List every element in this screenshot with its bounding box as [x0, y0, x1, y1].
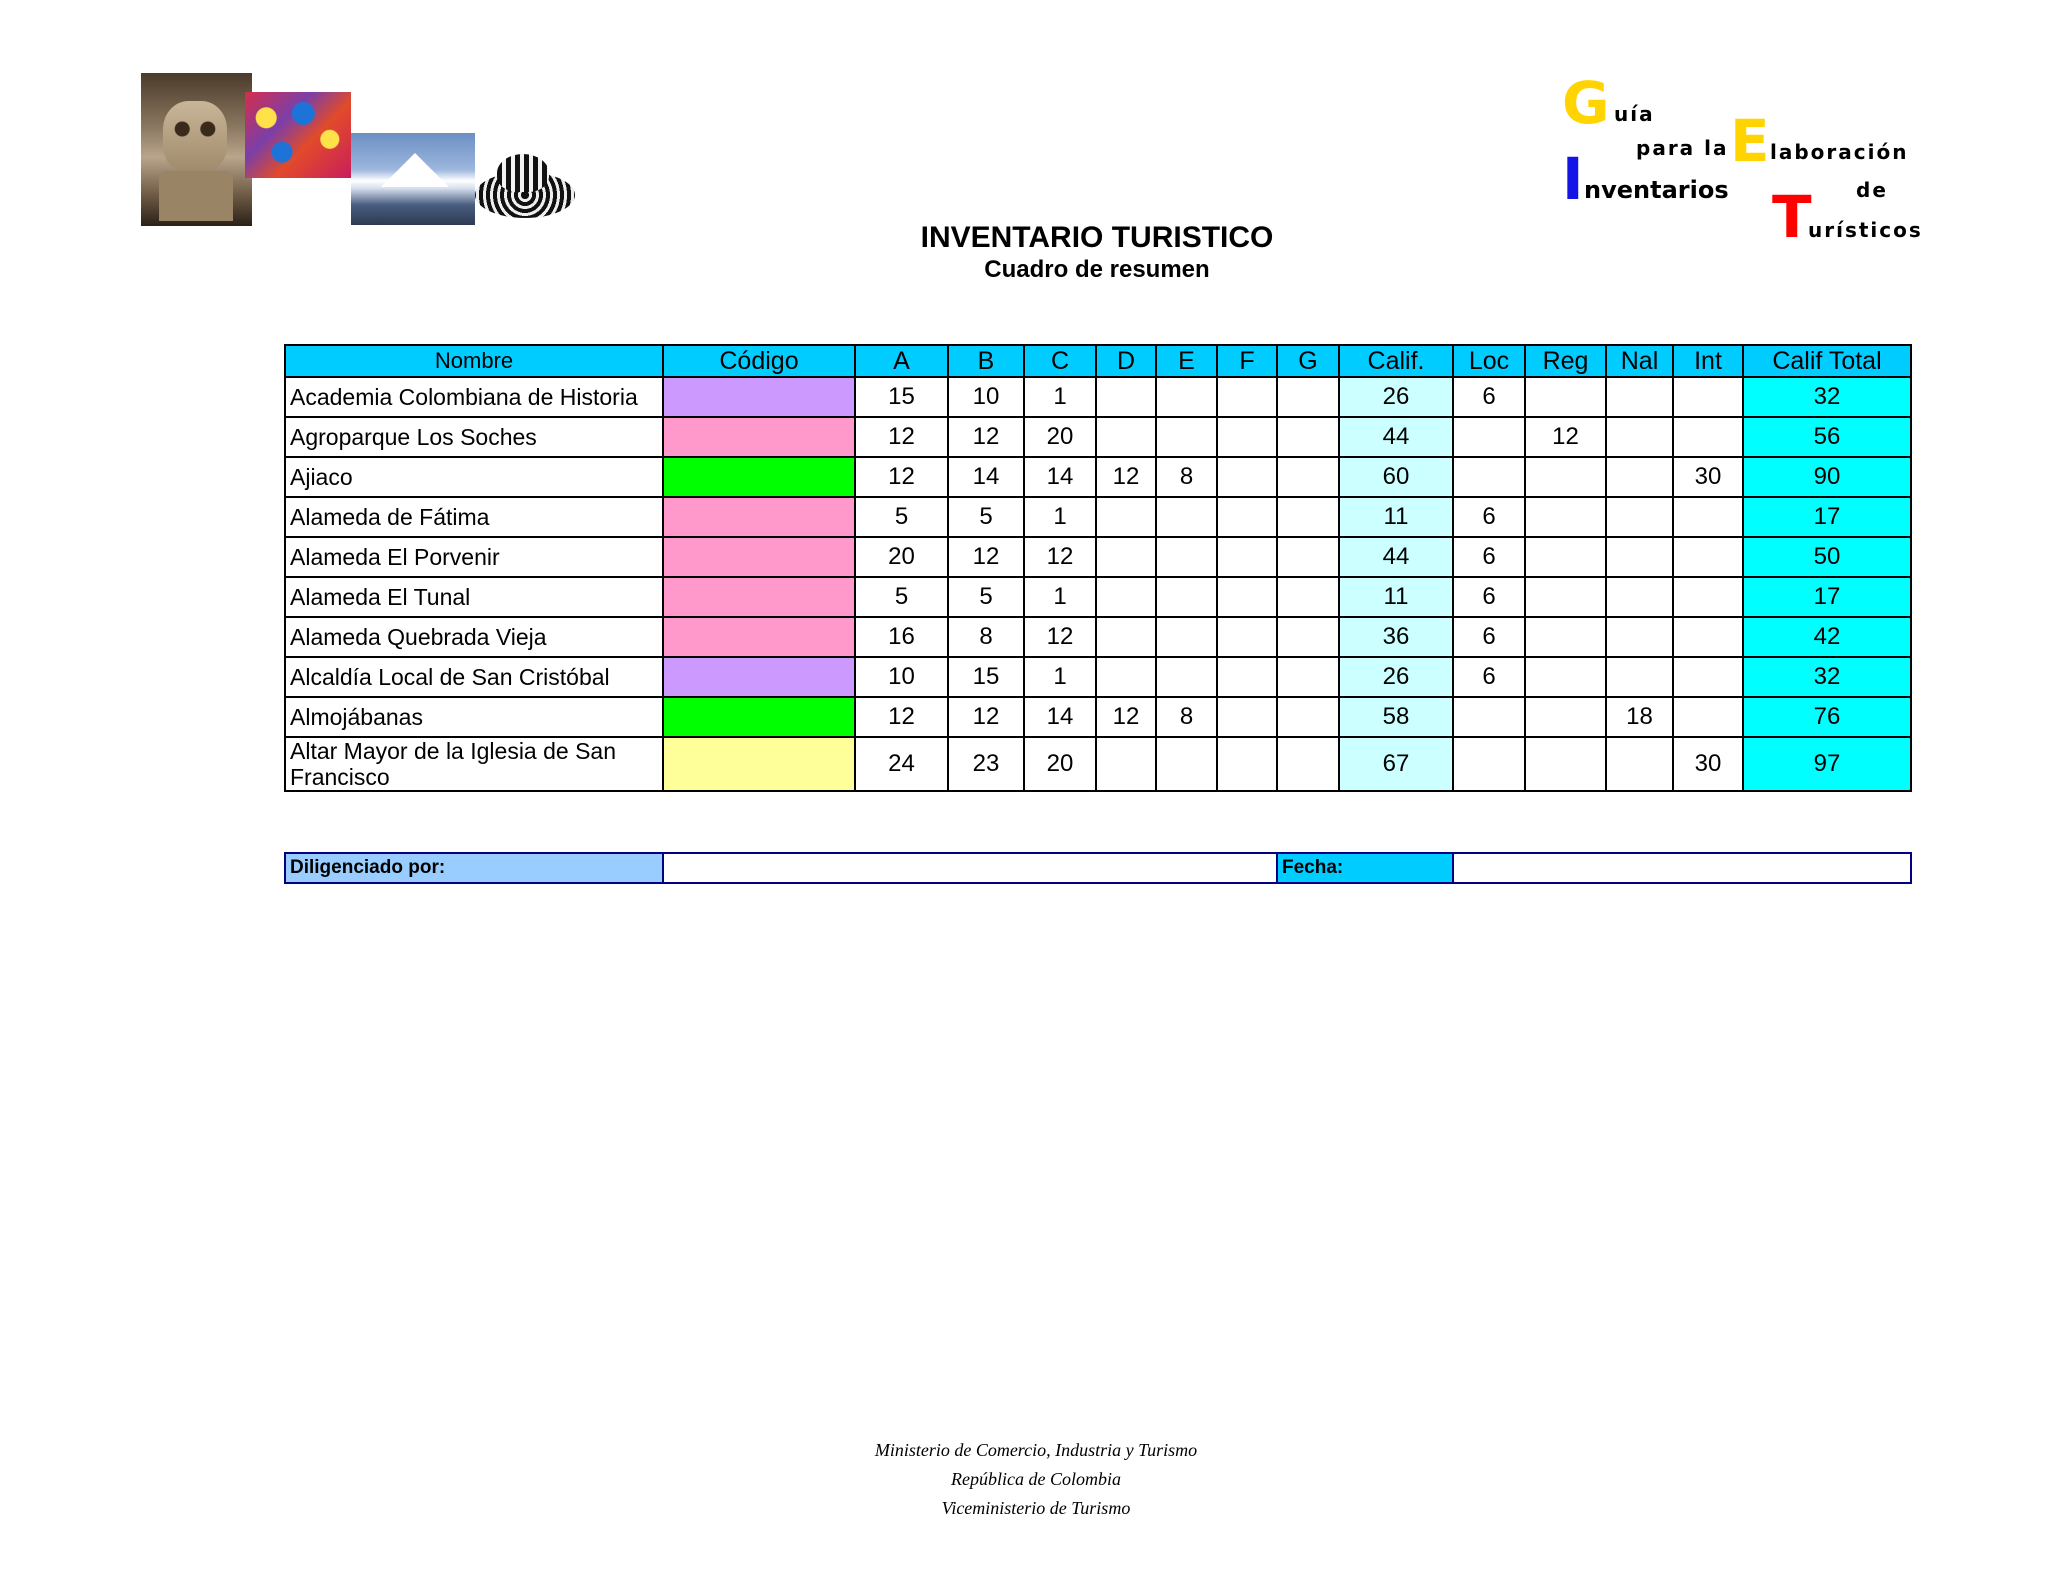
cell-int: 30 [1673, 457, 1743, 497]
cell-f [1217, 697, 1277, 737]
cell-f [1217, 657, 1277, 697]
cell-b: 15 [948, 657, 1024, 697]
cell-nombre: Almojábanas [285, 697, 663, 737]
cell-codigo-color [663, 577, 855, 617]
cell-g [1277, 457, 1339, 497]
cell-c: 1 [1024, 497, 1096, 537]
cell-d [1096, 657, 1156, 697]
cell-b: 10 [948, 377, 1024, 417]
cell-e [1156, 657, 1217, 697]
cell-f [1217, 577, 1277, 617]
table-row [285, 577, 1911, 617]
cell-nal [1606, 377, 1673, 417]
cell-codigo-color [663, 657, 855, 697]
cell-g [1277, 657, 1339, 697]
table-row [285, 697, 1911, 737]
cell-a: 5 [855, 497, 948, 537]
cell-d [1096, 737, 1156, 791]
page-subtitle: Cuadro de resumen [984, 256, 1210, 283]
table-row [285, 417, 1911, 457]
cell-calif: 44 [1339, 537, 1453, 577]
cell-reg [1525, 697, 1606, 737]
cell-loc: 6 [1453, 497, 1525, 537]
cell-int [1673, 377, 1743, 417]
signature-form [284, 852, 1912, 884]
cell-nal [1606, 537, 1673, 577]
cell-a: 12 [855, 697, 948, 737]
cell-nal [1606, 617, 1673, 657]
cell-f [1217, 457, 1277, 497]
column-header: B [948, 345, 1024, 377]
cell-calif-total: 56 [1743, 417, 1911, 457]
cell-calif-total: 32 [1743, 657, 1911, 697]
cell-reg [1525, 537, 1606, 577]
cell-c: 14 [1024, 697, 1096, 737]
cell-c: 20 [1024, 737, 1096, 791]
column-header: F [1217, 345, 1277, 377]
cell-reg: 12 [1525, 417, 1606, 457]
cell-b: 12 [948, 537, 1024, 577]
cell-int [1673, 497, 1743, 537]
cell-int: 30 [1673, 737, 1743, 791]
column-header: Calif. [1339, 345, 1453, 377]
cell-e [1156, 577, 1217, 617]
column-header: Reg [1525, 345, 1606, 377]
cell-codigo-color [663, 417, 855, 457]
cell-calif-total: 97 [1743, 737, 1911, 791]
cell-g [1277, 697, 1339, 737]
cell-e: 8 [1156, 457, 1217, 497]
fecha-field[interactable] [1453, 853, 1911, 883]
cell-d [1096, 577, 1156, 617]
cell-loc [1453, 457, 1525, 497]
table-row [285, 617, 1911, 657]
column-header: G [1277, 345, 1339, 377]
cell-int [1673, 697, 1743, 737]
cell-calif-total: 42 [1743, 617, 1911, 657]
footer-ministry: Ministerio de Comercio, Industria y Turismo [874, 1440, 1198, 1460]
cell-codigo-color [663, 737, 855, 791]
column-header: Calif Total [1743, 345, 1911, 377]
table-row [285, 537, 1911, 577]
cell-calif: 67 [1339, 737, 1453, 791]
cell-b: 5 [948, 497, 1024, 537]
cell-a: 24 [855, 737, 948, 791]
cell-reg [1525, 657, 1606, 697]
cell-e [1156, 417, 1217, 457]
cell-a: 5 [855, 577, 948, 617]
inventory-table-body [285, 377, 1911, 791]
cell-g [1277, 377, 1339, 417]
table-row [285, 497, 1911, 537]
cell-loc: 6 [1453, 617, 1525, 657]
cell-b: 5 [948, 577, 1024, 617]
cell-b: 12 [948, 697, 1024, 737]
cell-calif-total: 32 [1743, 377, 1911, 417]
cell-int [1673, 657, 1743, 697]
cell-e [1156, 737, 1217, 791]
cell-nal [1606, 417, 1673, 457]
cell-g [1277, 417, 1339, 457]
column-header: C [1024, 345, 1096, 377]
cell-int [1673, 617, 1743, 657]
cell-nombre: Academia Colombiana de Historia [285, 377, 663, 417]
cell-calif-total: 17 [1743, 497, 1911, 537]
cell-int [1673, 537, 1743, 577]
fecha-label: Fecha: [1277, 853, 1453, 883]
footer-vice-ministry: Viceministerio de Turismo [941, 1498, 1131, 1518]
column-header: Código [663, 345, 855, 377]
cell-int [1673, 577, 1743, 617]
cell-c: 14 [1024, 457, 1096, 497]
cell-nombre: Alameda El Porvenir [285, 537, 663, 577]
cell-calif: 44 [1339, 417, 1453, 457]
cell-d [1096, 537, 1156, 577]
cell-e: 8 [1156, 697, 1217, 737]
cell-codigo-color [663, 537, 855, 577]
cell-int [1673, 417, 1743, 457]
cell-calif: 11 [1339, 577, 1453, 617]
cell-f [1217, 737, 1277, 791]
column-header: Nal [1606, 345, 1673, 377]
cell-loc: 6 [1453, 657, 1525, 697]
cell-calif: 26 [1339, 657, 1453, 697]
cell-c: 1 [1024, 377, 1096, 417]
cell-loc: 6 [1453, 377, 1525, 417]
column-header: E [1156, 345, 1217, 377]
cell-d [1096, 497, 1156, 537]
column-header: A [855, 345, 948, 377]
cell-e [1156, 537, 1217, 577]
cell-calif-total: 76 [1743, 697, 1911, 737]
cell-g [1277, 497, 1339, 537]
cell-f [1217, 617, 1277, 657]
table-row [285, 377, 1911, 417]
cell-reg [1525, 617, 1606, 657]
footer-country: República de Colombia [951, 1469, 1121, 1489]
cell-b: 14 [948, 457, 1024, 497]
cell-g [1277, 737, 1339, 791]
cell-calif: 60 [1339, 457, 1453, 497]
cell-nombre: Alcaldía Local de San Cristóbal [285, 657, 663, 697]
diligenciado-field[interactable] [663, 853, 1277, 883]
cell-nal [1606, 657, 1673, 697]
cell-c: 1 [1024, 657, 1096, 697]
cell-nombre: Altar Mayor de la Iglesia de San Francisco [285, 737, 663, 791]
cell-calif: 26 [1339, 377, 1453, 417]
cell-d [1096, 377, 1156, 417]
cell-nombre: Alameda de Fátima [285, 497, 663, 537]
cell-loc [1453, 697, 1525, 737]
cell-nombre: Alameda El Tunal [285, 577, 663, 617]
giet-logo: G uía para la E laboración I nventarios de T urísticos [1562, 69, 1923, 251]
cell-calif-total: 90 [1743, 457, 1911, 497]
inventory-table [284, 344, 1912, 792]
cell-reg [1525, 737, 1606, 791]
page-title: INVENTARIO TURISTICO [920, 221, 1274, 254]
cell-c: 12 [1024, 617, 1096, 657]
cell-loc: 6 [1453, 537, 1525, 577]
table-header-row [285, 345, 1911, 377]
cell-reg [1525, 577, 1606, 617]
cell-c: 1 [1024, 577, 1096, 617]
cell-a: 20 [855, 537, 948, 577]
cell-f [1217, 377, 1277, 417]
table-row [285, 457, 1911, 497]
column-header: Loc [1453, 345, 1525, 377]
snowy-volcano-photo [351, 133, 475, 225]
column-header: Nombre [285, 345, 663, 377]
cell-nombre: Agroparque Los Soches [285, 417, 663, 457]
cell-reg [1525, 377, 1606, 417]
cell-g [1277, 577, 1339, 617]
cell-codigo-color [663, 457, 855, 497]
cell-nombre: Alameda Quebrada Vieja [285, 617, 663, 657]
cell-calif-total: 50 [1743, 537, 1911, 577]
cell-calif: 36 [1339, 617, 1453, 657]
cell-nal [1606, 457, 1673, 497]
cell-e [1156, 377, 1217, 417]
cell-reg [1525, 497, 1606, 537]
festival-masks-photo [245, 92, 351, 178]
cell-d [1096, 617, 1156, 657]
cell-d: 12 [1096, 457, 1156, 497]
cell-a: 15 [855, 377, 948, 417]
cell-nombre: Ajiaco [285, 457, 663, 497]
cell-a: 12 [855, 457, 948, 497]
cell-loc: 6 [1453, 577, 1525, 617]
cell-a: 10 [855, 657, 948, 697]
column-header: Int [1673, 345, 1743, 377]
cell-c: 12 [1024, 537, 1096, 577]
cell-calif: 11 [1339, 497, 1453, 537]
cell-d [1096, 417, 1156, 457]
column-header: D [1096, 345, 1156, 377]
cell-f [1217, 537, 1277, 577]
cell-a: 16 [855, 617, 948, 657]
cell-nal [1606, 577, 1673, 617]
cell-b: 8 [948, 617, 1024, 657]
cell-f [1217, 417, 1277, 457]
cell-codigo-color [663, 617, 855, 657]
cell-calif-total: 17 [1743, 577, 1911, 617]
cell-loc [1453, 737, 1525, 791]
cell-a: 12 [855, 417, 948, 457]
cell-nal [1606, 497, 1673, 537]
cell-codigo-color [663, 697, 855, 737]
cell-codigo-color [663, 497, 855, 537]
cell-calif: 58 [1339, 697, 1453, 737]
stone-statue-photo [141, 73, 252, 226]
cell-reg [1525, 457, 1606, 497]
cell-e [1156, 497, 1217, 537]
cell-d: 12 [1096, 697, 1156, 737]
cell-nal [1606, 737, 1673, 791]
cell-loc [1453, 417, 1525, 457]
diligenciado-label: Diligenciado por: [285, 853, 663, 883]
cell-g [1277, 617, 1339, 657]
cell-b: 12 [948, 417, 1024, 457]
table-row [285, 657, 1911, 697]
cell-nal: 18 [1606, 697, 1673, 737]
cell-codigo-color [663, 377, 855, 417]
cell-c: 20 [1024, 417, 1096, 457]
sombrero-vueltiao-photo [475, 150, 575, 222]
cell-g [1277, 537, 1339, 577]
cell-b: 23 [948, 737, 1024, 791]
table-row [285, 737, 1911, 791]
cell-f [1217, 497, 1277, 537]
cell-e [1156, 617, 1217, 657]
